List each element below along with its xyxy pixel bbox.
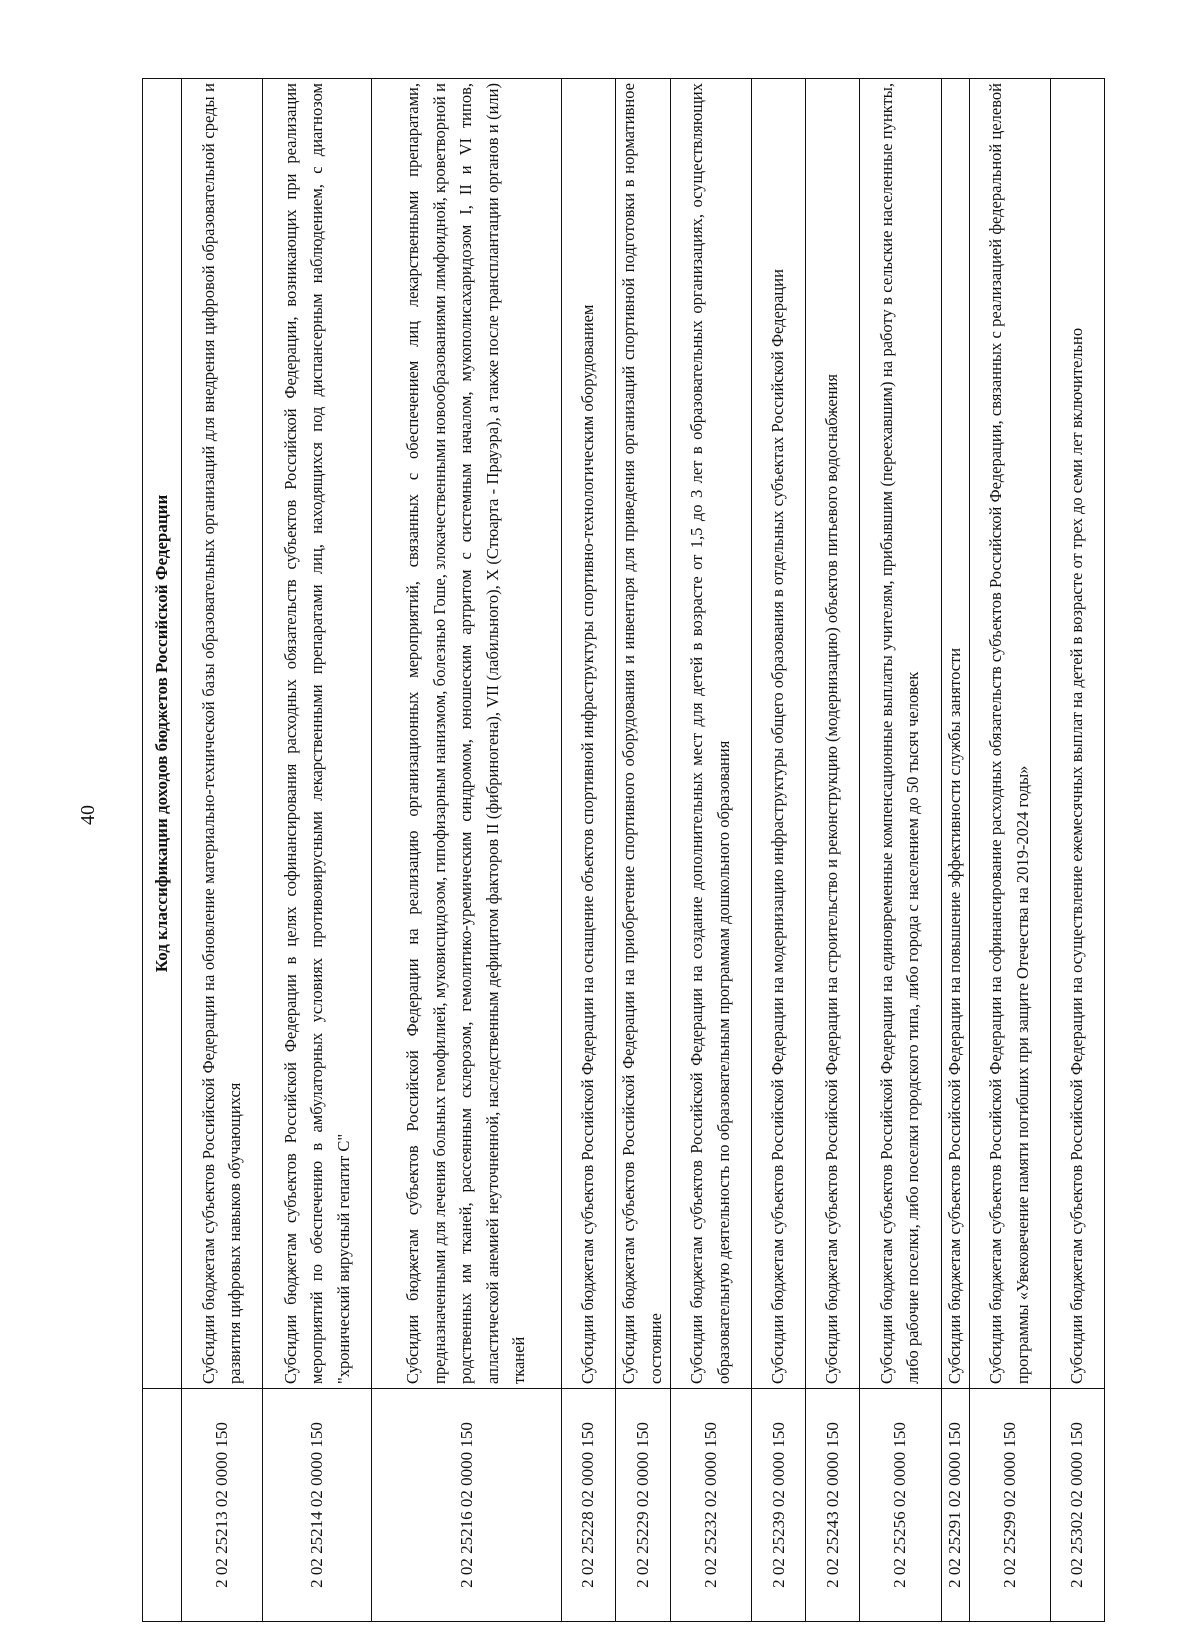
page-number: 40 <box>77 805 99 825</box>
table-row <box>561 79 615 1622</box>
revenue-description: Субсидии бюджетам субъектов Российской Федерации в целях софинансирования расходных обязательств субъектов Российской Федерации, возникающих при реализации мероприятий по обеспечению в амбулаторных условиях противовирусными лекарственными препаратами лиц, находящихся под диспансерным наблюдением, с диагнозом "хронический вирусный гепатит C" <box>263 79 372 1389</box>
classification-code: 2 02 25302 02 0000 150 <box>1050 1389 1104 1622</box>
table-row <box>1050 79 1104 1622</box>
revenue-description: Субсидии бюджетам субъектов Российской Федерации на софинансирование расходных обязательств субъектов Российской Федерации, связанных с реализацией федеральной целевой программы «Увековечение памяти погибших при защите Отечества на 2019-2024 годы» <box>969 79 1050 1389</box>
classification-code: 2 02 25232 02 0000 150 <box>670 1389 751 1622</box>
revenue-description: Субсидии бюджетам субъектов Российской Федерации на строительство и реконструкцию (модернизацию) объектов питьевого водоснабжения <box>806 79 860 1389</box>
classification-code: 2 02 25243 02 0000 150 <box>806 1389 860 1622</box>
table-body <box>182 79 1105 1622</box>
revenue-description: Субсидии бюджетам субъектов Российской Федерации на реализацию организационных мероприятий, связанных с обеспечением лиц лекарственными препаратами, предназначенными для лечения больных гемофилией, муковисцидозом, гипофизарным нанизмом, болезнью Гоше, злокачественными новообразованиями лимфоидной, кроветворной и родственных им тканей, рассеянным склерозом, гемолитико-уремическим синдромом, юношеским артритом с системным началом, мукополисахаридозом I, II и VI типов, апластической анемией неуточненной, наследственным дефицитом факторов II (фибриногена), VII (лабильного), X (Стюарта - Прауэра), а также после трансплантации органов и (или) тканей <box>372 79 561 1389</box>
rotated-page-content <box>142 78 1105 1622</box>
revenue-description: Субсидии бюджетам субъектов Российской Федерации на оснащение объектов спортивной инфраструктуры спортивно-технологическим оборудованием <box>561 79 615 1389</box>
classification-code: 2 02 25291 02 0000 150 <box>941 1389 969 1622</box>
classification-code: 2 02 25228 02 0000 150 <box>561 1389 615 1622</box>
classification-code: 2 02 25239 02 0000 150 <box>752 1389 806 1622</box>
classification-code: 2 02 25299 02 0000 150 <box>969 1389 1050 1622</box>
table-row <box>615 79 670 1622</box>
revenue-description: Субсидии бюджетам субъектов Российской Федерации на модернизацию инфраструктуры общего образования в отдельных субъектах Российской Федерации <box>752 79 806 1389</box>
table-header-row <box>143 79 182 1622</box>
table-header: Код классификации доходов бюджетов Российской Федерации <box>143 79 182 1389</box>
revenue-description: Субсидии бюджетам субъектов Российской Федерации на единовременные компенсационные выплаты учителям, прибывшим (переехавшим) на работу в сельские населенные пункты, либо рабочие поселки, либо поселки городского типа, либо города с населением до 50 тысяч человек <box>860 79 941 1389</box>
revenue-description: Субсидии бюджетам субъектов Российской Федерации на создание дополнительных мест для детей в возрасте от 1,5 до 3 лет в образовательных организациях, осуществляющих образовательную деятельность по образовательным программам дошкольного образования <box>670 79 751 1389</box>
classification-code: 2 02 25214 02 0000 150 <box>263 1389 372 1622</box>
revenue-description: Субсидии бюджетам субъектов Российской Федерации на приобретение спортивного оборудования и инвентаря для приведения организаций спортивной подготовки в нормативное состояние <box>615 79 670 1389</box>
table-row <box>670 79 751 1622</box>
classification-code: 2 02 25229 02 0000 150 <box>615 1389 670 1622</box>
classification-code: 2 02 25216 02 0000 150 <box>372 1389 561 1622</box>
revenue-description: Субсидии бюджетам субъектов Российской Федерации на повышение эффективности службы занятости <box>941 79 969 1389</box>
classification-code: 2 02 25213 02 0000 150 <box>182 1389 263 1622</box>
header-spacer-cell <box>143 1389 182 1622</box>
revenue-description: Субсидии бюджетам субъектов Российской Федерации на обновление материально-технической базы образовательных организаций для внедрения цифровой образовательной среды и развития цифровых навыков обучающихся <box>182 79 263 1389</box>
revenue-description: Субсидии бюджетам субъектов Российской Федерации на осуществление ежемесячных выплат на детей в возрасте от трех до семи лет включительно <box>1050 79 1104 1389</box>
budget-classification-table <box>142 78 1105 1622</box>
classification-code: 2 02 25256 02 0000 150 <box>860 1389 941 1622</box>
table-row <box>969 79 1050 1622</box>
table-row <box>182 79 263 1622</box>
table-row <box>263 79 372 1622</box>
table-row <box>860 79 941 1622</box>
table-row <box>941 79 969 1622</box>
table-row <box>752 79 806 1622</box>
table-row <box>806 79 860 1622</box>
table-row <box>372 79 561 1622</box>
